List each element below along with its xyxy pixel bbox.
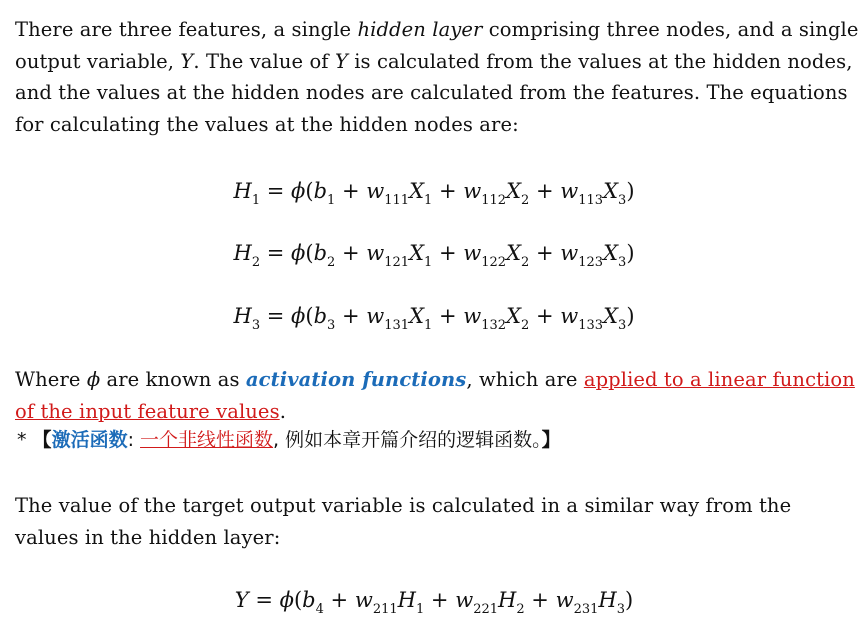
equation-h1: $H_1 = \phi(b_1 + w_{111}X_1 + w_{112}X_2 + w_{113}X_3)$ — [233, 179, 635, 208]
eq-b-sub: 4 — [315, 602, 324, 617]
output-paragraph-wrap — [15, 490, 860, 553]
phi-symbol: ϕ — [86, 368, 101, 391]
eq-w1-sub: 211 — [372, 602, 398, 617]
eq-lhs-sub: 2 — [251, 255, 261, 270]
equation-h3: $H_3 = \phi(b_3 + w_{131}X_1 + w_{132}X_2 + w_{133}X_3)$ — [233, 304, 635, 333]
note-rest: , 例如本章开篇介绍的逻辑函数。 — [273, 429, 542, 451]
activation-text-2: are known as — [100, 368, 246, 391]
eq-w3-sub: 133 — [578, 318, 604, 333]
intro-text-1: There are three features, a single — [15, 18, 358, 41]
equation-output: $Y = \phi(b_4 + w_{211}H_1 + w_{221}H_2 + w_{231}H_3)$ — [234, 588, 634, 617]
intro-text-3: . The value of — [193, 49, 335, 73]
eq-b-sub: 1 — [327, 193, 336, 208]
eq-w1-sub: 131 — [384, 318, 410, 333]
eq-w3-sub: 123 — [578, 255, 604, 270]
activation-functions-term: activation functions — [245, 368, 467, 391]
intro-paragraph — [15, 14, 860, 140]
activation-paragraph — [15, 364, 860, 427]
note-close-bracket: 】 — [541, 429, 561, 451]
note-colon: : — [127, 429, 141, 451]
eq-w2-sub: 221 — [473, 602, 499, 617]
eq-w3-sub: 113 — [578, 193, 604, 208]
eq-lhs-sub: 3 — [251, 318, 261, 333]
hidden-layer-term: hidden layer — [357, 18, 483, 41]
note-highlight: 一个非线性函数 — [140, 429, 274, 451]
activation-text-3: , which are — [466, 368, 584, 391]
eq-w2-sub: 132 — [481, 318, 507, 333]
y-variable: Y — [334, 49, 348, 73]
eq-b-sub: 3 — [327, 318, 336, 333]
eq-w1-sub: 111 — [384, 193, 410, 208]
y-variable: Y — [180, 49, 194, 73]
note-star: * — [17, 429, 33, 451]
eq-lhs: H — [233, 304, 252, 328]
activation-text-1: Where — [15, 368, 87, 391]
output-paragraph: The value of the target output variable is calculated in a similar way from the values in the hidden layer: — [15, 494, 792, 549]
eq-w1-sub: 121 — [384, 255, 410, 270]
chinese-note — [17, 425, 561, 455]
eq-w2-sub: 112 — [481, 193, 507, 208]
eq-lhs-sub: 1 — [251, 193, 261, 208]
equation-h2: $H_2 = \phi(b_2 + w_{121}X_1 + w_{122}X_2 + w_{123}X_3)$ — [233, 241, 635, 270]
eq-lhs: H — [233, 241, 252, 265]
eq-w2-sub: 122 — [481, 255, 507, 270]
activation-paragraph-wrap — [15, 364, 860, 427]
eq-lhs: Y — [234, 588, 249, 612]
document-body — [15, 14, 860, 140]
eq-lhs: H — [233, 179, 252, 203]
note-open-bracket: 【 — [32, 429, 52, 451]
intro-text-4: is calculated from the values at the hidden nodes, and the values at the hidden nodes are calculated from the features. The equations for calculating the values at the hidden nodes are: — [15, 49, 853, 136]
eq-b-sub: 2 — [327, 255, 336, 270]
eq-w3-sub: 231 — [573, 602, 599, 617]
linear-function-highlight: applied to a linear function of the input feature values — [15, 368, 855, 423]
note-label: 激活函数 — [51, 429, 128, 451]
activation-text-4: . — [279, 399, 286, 423]
intro-text-2: comprising three nodes, and a single output variable, — [15, 18, 859, 73]
